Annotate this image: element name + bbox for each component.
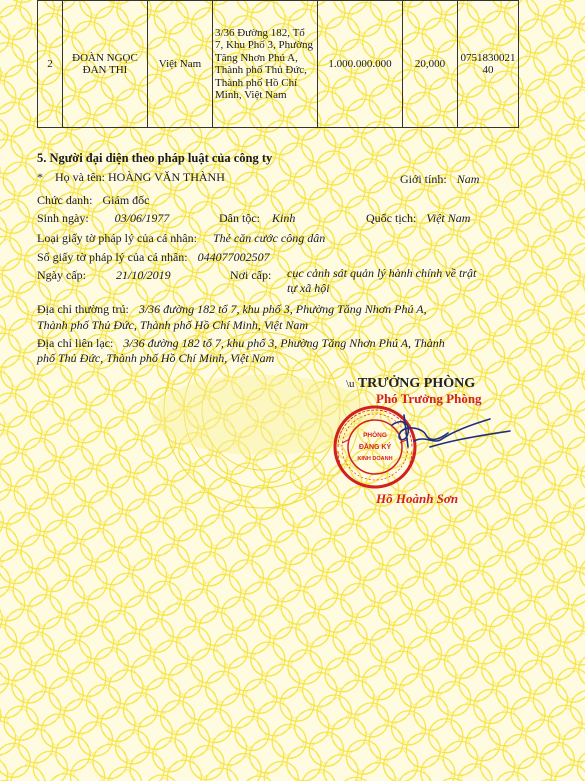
dob-value: 03/06/1977 [114,211,170,225]
stamp-and-signature [330,395,520,505]
name-line [37,170,225,185]
nationality-line [366,211,470,226]
svg-text:KINH DOANH: KINH DOANH [357,456,393,462]
doc-no-line [37,250,270,265]
table-cell-nationality: Việt Nam [148,1,213,128]
section-title: 5. Người đại diện theo pháp luật của công ty [37,151,273,165]
perm-addr-value-1: 3/36 đường 182 tổ 7, khu phố 3, Phường Tăng Nhơn Phú A, [138,302,427,316]
perm-addr-line-1 [37,302,427,317]
doc-no-value: 044077002507 [197,250,270,264]
signature-prefix: \u [346,378,355,390]
doc-no-label: Số giấy tờ pháp lý của cá nhân: [37,250,188,264]
signature-subtitle: Phó Trưởng Phòng [376,391,482,406]
issue-place-line-1: cục cảnh sát quản lý hành chính về trật [287,266,477,280]
contact-addr-line-1 [37,336,445,351]
title-label: Chức danh: [37,193,93,207]
perm-addr-value-2: Thành phố Thủ Đức, Thành phố Hồ Chí Minh, Việt Nam [37,318,308,332]
members-table-body [38,1,519,128]
table-cell-id-number: 075183002140 [458,1,519,128]
signer-name: Hồ Hoành Sơn [376,491,459,506]
handwritten-signature [392,415,510,447]
doc-type-value: Thẻ căn cước công dân [212,231,326,245]
issue-place-line-2: tự xã hội [287,281,330,295]
stamp-seal [335,407,415,488]
bullet: * [37,170,43,184]
contact-addr-label: Địa chỉ liên lạc: [37,336,114,350]
issue-date-value: 21/10/2019 [115,268,171,282]
table-cell-name: ĐOÀN NGỌC ĐAN THI [63,1,148,128]
members-table [37,0,519,128]
svg-text:PHÒNG: PHÒNG [363,432,387,439]
name-label: Họ và tên: [55,170,105,184]
gender-value: Nam [456,172,480,186]
nationality-value: Việt Nam [426,211,471,225]
perm-addr-label: Địa chỉ thường trú: [37,302,129,316]
ethnicity-label: Dân tộc: [219,211,260,225]
gender-line [400,172,479,187]
title-value: Giám đốc [102,193,150,207]
signature-title-text: TRƯỞNG PHÒNG [357,376,476,391]
ethnicity-line [219,211,295,226]
table-row [38,1,519,128]
dob-line [37,211,169,226]
issue-place-label: Nơi cấp: [230,268,272,282]
title-line [37,193,150,208]
gender-label: Giới tính: [400,172,447,186]
contact-addr-value-2: phố Thủ Đức, Thành phố Hồ Chí Minh, Việt Nam [37,351,275,365]
doc-type-line [37,231,325,246]
nationality-label: Quốc tịch: [366,211,417,225]
contact-addr-value-1: 3/36 đường 182 tổ 7, khu phố 3, Phường Tăng Nhơn Phú A, Thành [123,336,445,350]
svg-text:ĐĂNG KÝ: ĐĂNG KÝ [358,444,392,451]
table-cell-capital: 1.000.000.000 [318,1,403,128]
table-cell-no: 2 [38,1,63,128]
issue-date-line [37,268,171,283]
table-cell-ratio: 20,000 [403,1,458,128]
issue-date-label: Ngày cấp: [37,268,86,282]
table-cell-address: 3/36 Đường 182, Tổ 7, Khu Phố 3, Phường Tăng Nhơn Phú A, Thành phố Thủ Đức, Thành phố Hồ Chí Minh, Việt Nam [213,1,318,128]
doc-type-label: Loại giấy tờ pháp lý của cá nhân: [37,231,197,245]
signature-title [346,376,475,392]
name-value: HOÀNG VĂN THÀNH [108,170,225,184]
dob-label: Sinh ngày: [37,211,89,225]
ethnicity-value: Kinh [272,211,296,225]
